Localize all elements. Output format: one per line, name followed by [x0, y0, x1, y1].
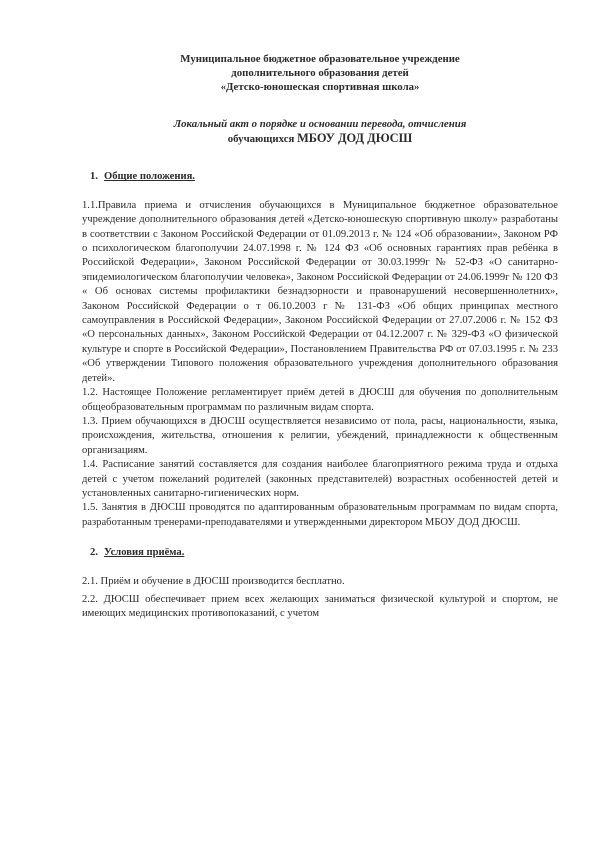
header-line-3: «Детско-юношеская спортивная школа»	[220, 81, 420, 94]
title-line-2-prefix: обучающихся	[227, 133, 298, 146]
paragraph-1-2: 1.2. Настоящее Положение регламентирует приём детей в ДЮСШ для обучения по дополнительным общеобразовательным программам по различным видам спорта.	[82, 387, 558, 413]
section-2-body	[82, 575, 558, 622]
document-title	[82, 117, 558, 147]
section-1-heading	[82, 170, 558, 184]
section-2-title: Условия приёма.	[103, 547, 185, 559]
section-1-body	[82, 199, 558, 530]
section-1-number: 1.	[90, 171, 98, 183]
paragraph-1-4: 1.4. Расписание занятий составляется для создания наиболее благоприятного режима труда и отдыха детей с учетом пожеланий родителей (законных представителей) возрастных особенностей детей и установленных санитарно-гигиенических норм.	[82, 459, 558, 499]
paragraph-2-1: 2.1. Приём и обучение в ДЮСШ производится бесплатно.	[82, 575, 345, 587]
section-2-number: 2.	[90, 547, 98, 559]
paragraph-2-2: 2.2. ДЮСШ обеспечивает прием всех желающих заниматься физической культурой и спортом, не имеющих медицинских противопоказаний, с учетом	[82, 593, 558, 620]
title-line-2-org: МБОУ ДОД ДЮСШ	[297, 131, 413, 146]
section-1-title: Общие положения.	[103, 171, 195, 183]
header-line-1: Муниципальное бюджетное образовательное учреждение	[180, 53, 460, 65]
section-2-heading	[82, 546, 558, 560]
organization-header	[82, 52, 558, 95]
title-line-2	[82, 131, 558, 146]
paragraph-1-3: 1.3. Прием обучающихся в ДЮСШ осуществляется независимо от пола, расы, национальности, языка, происхождения, жительства, отношения к религии, убеждений, принадлежности к общественным организациям.	[82, 415, 558, 456]
paragraph-1-5: 1.5. Занятия в ДЮСШ проводятся по адаптированным образовательным программам по видам спорта, разработанным тренерами-преподавателями и утвержденными директором МБОУ ДОД ДЮСШ.	[82, 502, 558, 528]
header-line-2: дополнительного образования детей	[231, 67, 409, 80]
paragraph-1-1: 1.1.Правила приема и отчисления обучающихся в Муниципальное бюджетное образовательное учреждение дополнительного образования детей «Детско-юношескую спортивную школу» разработаны в соответствии с Законом Российской Федерации от 01.09.2013 г. № 124 «Об образовании», Законом РФ о психологическом благополучии 24.07.1998 г. № 124 ФЗ «Об основных гарантиях прав ребёнка в Российской Федерации», Законом Российской Федерации от 30.03.1999г № 52-ФЗ «О санитарно-эпидемиологическом благополучии человека», Законом Российской Федерации от 24.06.1999г № 120 ФЗ « Об основах системы профилактики безнадзорности и правонарушений несовершеннолетних», Законом Российской Федерации о т 06.10.2003 г № 131-ФЗ «Об общих принципах местного самоуправления в Российской Федерации», Законом Российской Федерации от 27.07.2006 г. № 152 ФЗ «О персональных данных», Законом Российской Федерации от 04.12.2007 г. № 329-ФЗ «О физической культуре и спорте в Российской Федерации», Постановлением Правительства РФ от 07.03.1995 г. № 233 «Об утверждении Типового положения образовательного учреждения дополнительного образования детей».	[82, 199, 558, 384]
title-line-1: Локальный акт о порядке и основании перевода, отчисления	[173, 117, 467, 130]
